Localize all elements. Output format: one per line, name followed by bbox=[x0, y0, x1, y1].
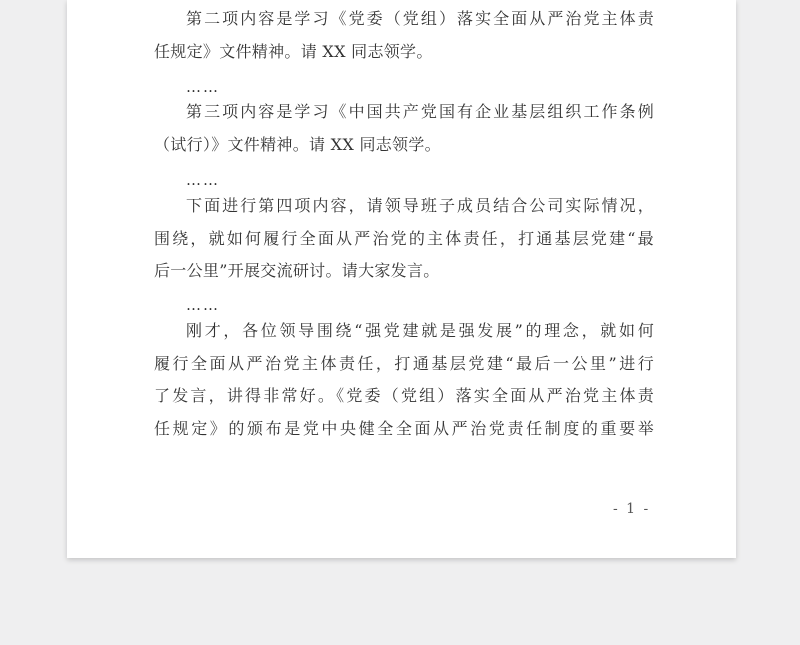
paragraph-line: （试行）》文件精神。请 XX 同志领学。 bbox=[154, 135, 441, 154]
paragraph-line: 履行全面从严治党主体责任，打通基层党建“最后一公里”进行 bbox=[154, 354, 654, 373]
paragraph-line: 了发言，讲得非常好。《党委（党组）落实全面从严治党主体责 bbox=[154, 386, 654, 405]
ellipsis: …… bbox=[186, 78, 220, 96]
paragraph-line: 刚才，各位领导围绕“强党建就是强发展”的理念，就如何 bbox=[186, 321, 654, 340]
page-number: - 1 - bbox=[613, 501, 651, 517]
ellipsis: …… bbox=[186, 296, 220, 314]
paragraph-line: 围绕，就如何履行全面从严治党的主体责任，打通基层党建“最 bbox=[154, 229, 654, 248]
paragraph-line: 第二项内容是学习《党委（党组）落实全面从严治党主体责 bbox=[186, 9, 654, 28]
paragraph-line: 任规定》文件精神。请 XX 同志领学。 bbox=[154, 42, 433, 61]
paragraph-line: 后一公里”开展交流研讨。请大家发言。 bbox=[154, 261, 440, 280]
document-page bbox=[67, 0, 736, 558]
paragraph-line: 下面进行第四项内容，请领导班子成员结合公司实际情况， bbox=[186, 196, 654, 215]
paragraph-line: 任规定》的颁布是党中央健全全面从严治党责任制度的重要举 bbox=[154, 419, 654, 438]
paragraph-line: 第三项内容是学习《中国共产党国有企业基层组织工作条例 bbox=[186, 102, 654, 121]
ellipsis: …… bbox=[186, 171, 220, 189]
